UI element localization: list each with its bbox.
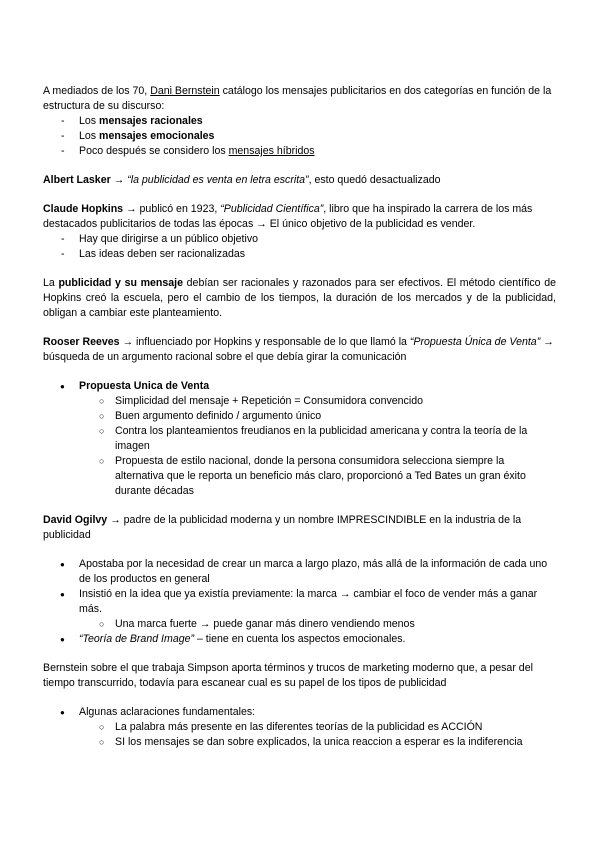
ogilvy-list-2 [43, 632, 556, 647]
list-item: ○ Buen argumento definido / argumento único [43, 409, 556, 424]
list-item: ○ La palabra más presente en las diferentes teorías de la publicidad es ACCIÓN [43, 720, 556, 735]
list-item: ○ Propuesta de estilo nacional, donde la persona consumidora selecciona siempre la alternativa que le reporta un beneficio más claro, proporcionó a Ted Bates un gran éxito durante décadas [43, 454, 556, 499]
list-item: - Hay que dirigirse a un público objetivo [43, 232, 556, 247]
list-item: ● Propuesta Unica de Venta [43, 379, 556, 394]
list-item: - Las ideas deben ser racionalizadas [43, 247, 556, 262]
reeves-name: Rooser Reeves [43, 336, 120, 348]
list-item: ● Insistió en la idea que ya existía previamente: la marca → cambiar el foco de vender más a ganar más. [43, 587, 556, 617]
list-item: ● Apostaba por la necesidad de crear un marca a largo plazo, más allá de la información de cada uno de los productos en general [43, 557, 556, 587]
reeves-paragraph: Rooser Reeves → influenciado por Hopkins y responsable de lo que llamó la “Propuesta Única de Venta” → búsqueda de un argumento racional sobre el que debía girar la comunicación [43, 336, 554, 363]
list-item: ● Algunas aclaraciones fundamentales: [43, 705, 556, 720]
bernstein-list [43, 705, 556, 720]
list-item: ○ Simplicidad del mensaje + Repetición = Consumidora convencido [43, 394, 556, 409]
reeves-sublist [43, 394, 556, 499]
bernstein-sublist [43, 720, 556, 750]
document-page [43, 84, 556, 750]
ogilvy-paragraph: David Ogilvy → padre de la publicidad moderna y un nombre IMPRESCINDIBLE en la industria de la publicidad [43, 514, 522, 541]
bernstein-paragraph: Bernstein sobre el que trabaja Simpson aporta términos y trucos de marketing moderno que, a pesar del tiempo transcurrido, todavía para escanear cual es su papel de los tipos de publicidad [43, 662, 533, 689]
mensajes-hibridos-link[interactable]: mensajes híbridos [228, 145, 315, 157]
reeves-list [43, 379, 556, 394]
list-item: ○ SI los mensajes se dan sobre explicados, la unica reaccion a esperar es la indiferencia [43, 735, 556, 750]
list-item: ● “Teoría de Brand Image” – tiene en cuenta los aspectos emocionales. [43, 632, 556, 647]
intro-paragraph [43, 84, 556, 114]
hopkins-paragraph: Claude Hopkins → publicó en 1923, “Publicidad Científica”, libro que ha inspirado la carrera de los más destacados publicitarios de todas las épocas → El único objetivo de la publicidad es vender. [43, 203, 533, 230]
list-item: - Poco después se considero los mensajes híbridos [43, 144, 556, 159]
list-item: - Los mensajes racionales [43, 114, 556, 129]
list-item: ○ Contra los planteamientos freudianos en la publicidad americana y contra la teoría de la imagen [43, 424, 556, 454]
list-item: - Los mensajes emocionales [43, 129, 556, 144]
mensaje-paragraph: La publicidad y su mensaje debían ser racionales y razonados para ser efectivos. El método científico de Hopkins creó la escuela, pero el cambio de los tiempos, la duración de los mercados y de la publicidad, obligan a cambiar este planteamiento. [43, 277, 556, 319]
ogilvy-list [43, 557, 556, 617]
list-item: ○ Una marca fuerte → puede ganar más dinero vendiendo menos [43, 617, 556, 632]
hopkins-list [43, 232, 556, 262]
intro-list [43, 114, 556, 159]
intro-text: A mediados de los 70, [43, 85, 151, 97]
lasker-paragraph: Albert Lasker → “la publicidad es venta en letra escrita”, esto quedó desactualizado [43, 174, 441, 186]
intro-text-rest: catálogo los mensajes publicitarios en dos categorías en función de la estructura de su discurso: [43, 85, 552, 112]
ogilvy-sublist [43, 617, 556, 632]
hopkins-name: Claude Hopkins [43, 203, 124, 215]
bernstein-link[interactable]: Dani Bernstein [150, 85, 220, 97]
ogilvy-name: David Ogilvy [43, 514, 108, 526]
lasker-name: Albert Lasker [43, 174, 111, 186]
